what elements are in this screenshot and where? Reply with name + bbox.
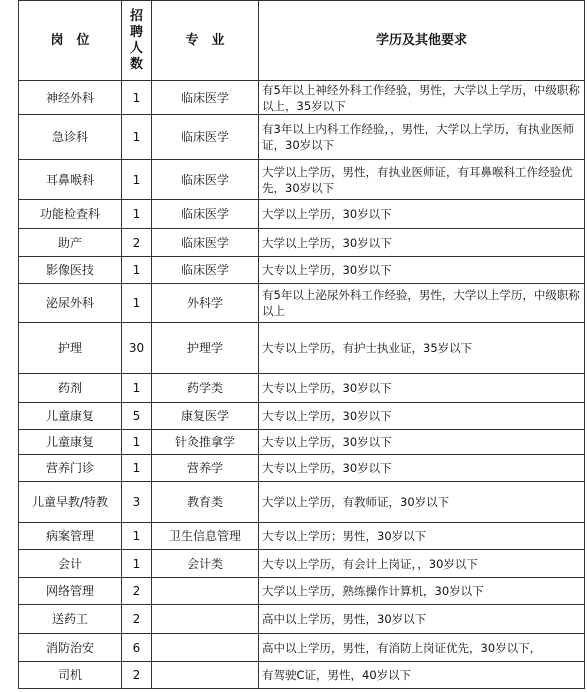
major-cell: 临床医学 bbox=[152, 200, 259, 229]
post-cell: 会计 bbox=[19, 550, 122, 578]
major-cell: 临床医学 bbox=[152, 115, 259, 160]
table-header-row bbox=[19, 1, 585, 81]
post-cell: 泌尿外科 bbox=[19, 284, 122, 323]
requirement-cell: 大专以上学历，30岁以下 bbox=[259, 257, 585, 284]
count-cell: 1 bbox=[122, 430, 152, 455]
table-row bbox=[19, 430, 585, 455]
table-row bbox=[19, 115, 585, 160]
table-row bbox=[19, 550, 585, 578]
count-cell: 1 bbox=[122, 200, 152, 229]
requirement-cell: 大学以上学历，男性，有执业医师证，有耳鼻喉科工作经验优先，30岁以下 bbox=[259, 160, 585, 200]
major-cell: 药学类 bbox=[152, 374, 259, 403]
requirement-cell: 大学以上学历，30岁以下 bbox=[259, 229, 585, 257]
post-cell: 儿童康复 bbox=[19, 403, 122, 430]
requirement-cell: 有3年以上内科工作经验，，男性，大学以上学历，有执业医师证，30岁以下 bbox=[259, 115, 585, 160]
post-cell: 消防治安 bbox=[19, 634, 122, 662]
major-cell: 教育类 bbox=[152, 482, 259, 523]
requirement-cell: 高中以上学历，男性，30岁以下 bbox=[259, 605, 585, 634]
table-row bbox=[19, 257, 585, 284]
post-cell: 儿童康复 bbox=[19, 430, 122, 455]
table-row bbox=[19, 160, 585, 200]
count-cell: 1 bbox=[122, 374, 152, 403]
major-cell: 护理学 bbox=[152, 323, 259, 374]
major-cell bbox=[152, 634, 259, 662]
table-row bbox=[19, 578, 585, 605]
table-row bbox=[19, 523, 585, 550]
post-cell: 营养门诊 bbox=[19, 455, 122, 482]
post-cell: 神经外科 bbox=[19, 81, 122, 115]
table-row bbox=[19, 81, 585, 115]
post-cell: 护理 bbox=[19, 323, 122, 374]
count-cell: 6 bbox=[122, 634, 152, 662]
requirement-cell: 大学以上学历，有教师证，30岁以下 bbox=[259, 482, 585, 523]
post-cell: 送药工 bbox=[19, 605, 122, 634]
major-cell: 临床医学 bbox=[152, 81, 259, 115]
post-cell: 耳鼻喉科 bbox=[19, 160, 122, 200]
major-cell: 临床医学 bbox=[152, 160, 259, 200]
requirement-cell: 高中以上学历，男性，有消防上岗证优先，30岁以下， bbox=[259, 634, 585, 662]
requirement-cell: 大专以上学历，30岁以下 bbox=[259, 455, 585, 482]
count-cell: 2 bbox=[122, 229, 152, 257]
major-cell bbox=[152, 578, 259, 605]
table-row bbox=[19, 482, 585, 523]
post-cell: 病案管理 bbox=[19, 523, 122, 550]
requirement-cell: 大专以上学历，30岁以下 bbox=[259, 403, 585, 430]
count-cell: 2 bbox=[122, 605, 152, 634]
major-cell: 临床医学 bbox=[152, 229, 259, 257]
count-cell: 1 bbox=[122, 160, 152, 200]
header-requirements: 学历及其他要求 bbox=[259, 1, 585, 81]
count-cell: 30 bbox=[122, 323, 152, 374]
count-cell: 1 bbox=[122, 455, 152, 482]
post-cell: 急诊科 bbox=[19, 115, 122, 160]
count-cell: 1 bbox=[122, 523, 152, 550]
table-row bbox=[19, 229, 585, 257]
requirement-cell: 大专以上学历；男性，30岁以下 bbox=[259, 523, 585, 550]
requirement-cell: 大学以上学历，熟练操作计算机，30岁以下 bbox=[259, 578, 585, 605]
table-row bbox=[19, 284, 585, 323]
count-cell: 1 bbox=[122, 550, 152, 578]
table-row bbox=[19, 605, 585, 634]
count-cell: 1 bbox=[122, 115, 152, 160]
recruitment-table bbox=[18, 0, 585, 689]
post-cell: 影像医技 bbox=[19, 257, 122, 284]
major-cell bbox=[152, 662, 259, 689]
major-cell: 卫生信息管理 bbox=[152, 523, 259, 550]
requirement-cell: 大专以上学历，30岁以下 bbox=[259, 374, 585, 403]
post-cell: 司机 bbox=[19, 662, 122, 689]
count-cell: 1 bbox=[122, 284, 152, 323]
major-cell bbox=[152, 605, 259, 634]
requirement-cell: 有驾驶C证，男性，40岁以下 bbox=[259, 662, 585, 689]
major-cell: 营养学 bbox=[152, 455, 259, 482]
major-cell: 会计类 bbox=[152, 550, 259, 578]
count-cell: 2 bbox=[122, 578, 152, 605]
table-row bbox=[19, 374, 585, 403]
major-cell: 外科学 bbox=[152, 284, 259, 323]
post-cell: 功能检查科 bbox=[19, 200, 122, 229]
header-post: 岗 位 bbox=[19, 1, 122, 81]
table-row bbox=[19, 455, 585, 482]
table-row bbox=[19, 323, 585, 374]
requirement-cell: 有5年以上神经外科工作经验，男性，大学以上学历，中级职称以上，35岁以下 bbox=[259, 81, 585, 115]
count-cell: 2 bbox=[122, 662, 152, 689]
requirement-cell: 大专以上学历，有会计上岗证，，30岁以下 bbox=[259, 550, 585, 578]
table-row bbox=[19, 634, 585, 662]
major-cell: 临床医学 bbox=[152, 257, 259, 284]
requirement-cell: 大专以上学历，30岁以下 bbox=[259, 430, 585, 455]
requirement-cell: 大学以上学历，30岁以下 bbox=[259, 200, 585, 229]
major-cell: 康复医学 bbox=[152, 403, 259, 430]
count-cell: 3 bbox=[122, 482, 152, 523]
requirement-cell: 大专以上学历，有护士执业证，35岁以下 bbox=[259, 323, 585, 374]
count-cell: 5 bbox=[122, 403, 152, 430]
table-row bbox=[19, 200, 585, 229]
count-cell: 1 bbox=[122, 81, 152, 115]
post-cell: 网络管理 bbox=[19, 578, 122, 605]
header-count: 招聘人数 bbox=[122, 1, 152, 81]
table-row bbox=[19, 662, 585, 689]
post-cell: 儿童早教/特教 bbox=[19, 482, 122, 523]
table-row bbox=[19, 403, 585, 430]
header-major: 专 业 bbox=[152, 1, 259, 81]
count-cell: 1 bbox=[122, 257, 152, 284]
post-cell: 助产 bbox=[19, 229, 122, 257]
requirement-cell: 有5年以上泌尿外科工作经验，男性，大学以上学历，中级职称以上 bbox=[259, 284, 585, 323]
major-cell: 针灸推拿学 bbox=[152, 430, 259, 455]
post-cell: 药剂 bbox=[19, 374, 122, 403]
